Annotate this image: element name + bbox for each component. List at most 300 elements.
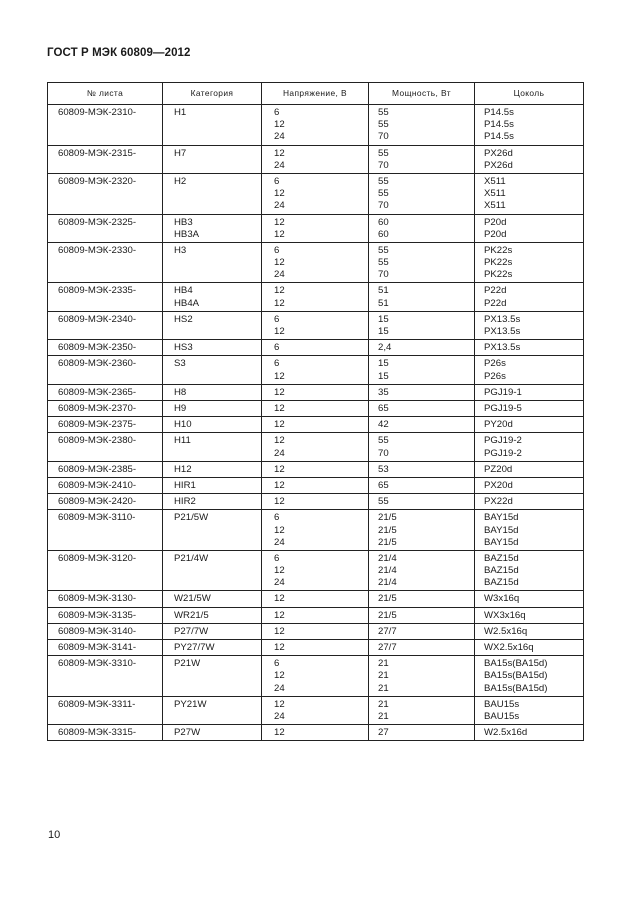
voltage-value: 12 [274,419,285,431]
base-cell [475,623,584,639]
category-cell [163,214,262,242]
sheet-number-cell: 60809-МЭК-3135- [48,607,163,623]
power-cell [369,696,475,724]
category-cell [163,400,262,416]
power-value: 21/4 [378,552,397,564]
voltage-value: 6 [274,512,280,524]
base-value: PX13.5s [484,313,521,325]
table-row [48,510,584,551]
base-value: BAZ15d [484,577,519,589]
sheet-number-cell: 60809-МЭК-3311- [48,696,163,724]
power-value: 21/4 [378,577,397,589]
voltage-cell [262,105,369,146]
table-body [48,105,584,741]
base-cell [475,417,584,433]
base-value: PK22s [484,257,513,269]
category-cell [163,550,262,591]
voltage-value: 12 [274,625,285,637]
base-value: BA15s(BA15d) [484,682,548,694]
base-cell [475,550,584,591]
base-value: PX22d [484,496,513,508]
power-value: 21/5 [378,593,397,605]
sheet-number-cell: 60809-МЭК-3130- [48,591,163,607]
power-value: 55 [378,188,389,200]
voltage-cell [262,640,369,656]
power-value: 35 [378,386,389,398]
power-value: 55 [378,244,389,256]
voltage-value: 12 [274,402,285,414]
category-value: H9 [174,402,187,414]
sheet-number-cell: 60809-МЭК-2310- [48,105,163,146]
power-value: 60 [378,228,389,240]
voltage-cell [262,494,369,510]
voltage-cell [262,461,369,477]
category-value: W21/5W [174,593,211,605]
sheet-number-cell: 60809-МЭК-3141- [48,640,163,656]
voltage-cell [262,214,369,242]
header-sheet-number: № листа [48,83,163,105]
power-cell [369,550,475,591]
voltage-value: 12 [274,257,285,269]
power-cell [369,656,475,697]
base-value: P26s [484,370,506,382]
base-cell [475,494,584,510]
power-cell [369,400,475,416]
voltage-value: 6 [274,175,280,187]
base-value: P20d [484,216,507,228]
category-cell [163,417,262,433]
power-value: 21/5 [378,524,397,536]
category-cell [163,461,262,477]
sheet-number-cell: 60809-МЭК-3110- [48,510,163,551]
power-value: 15 [378,358,389,370]
power-value: 21/5 [378,512,397,524]
voltage-value: 12 [274,228,285,240]
category-value: P21/5W [174,512,209,524]
voltage-cell [262,477,369,493]
base-value: PGJ19-2 [484,435,522,447]
power-cell [369,417,475,433]
category-value: H2 [174,175,187,187]
voltage-cell [262,384,369,400]
table-row [48,656,584,697]
power-value: 55 [378,175,389,187]
power-value: 21 [378,670,389,682]
base-value: PX26d [484,159,513,171]
header-base: Цоколь [475,83,584,105]
base-cell [475,607,584,623]
power-cell [369,356,475,384]
power-value: 15 [378,313,389,325]
sheet-number-cell: 60809-МЭК-3310- [48,656,163,697]
base-value: WX3x16q [484,609,526,621]
sheet-number-cell: 60809-МЭК-2380- [48,433,163,461]
power-value: 21 [378,698,389,710]
base-value: PX13.5s [484,326,521,337]
sheet-number-cell: 60809-МЭК-2375- [48,417,163,433]
voltage-value: 12 [274,386,285,398]
page-number: 10 [48,829,61,841]
power-cell [369,607,475,623]
voltage-value: 24 [274,269,285,281]
voltage-value: 12 [274,147,285,159]
power-value: 21/4 [378,565,397,577]
power-value: 53 [378,463,389,475]
sheet-number-cell: 60809-МЭК-3120- [48,550,163,591]
sheet-number-cell: 60809-МЭК-2420- [48,494,163,510]
power-value: 65 [378,479,389,491]
category-cell [163,623,262,639]
voltage-value: 12 [274,727,285,739]
base-cell [475,656,584,697]
power-cell [369,477,475,493]
sheet-number-cell: 60809-МЭК-2315- [48,145,163,173]
table-row [48,384,584,400]
voltage-cell [262,623,369,639]
category-value: S3 [174,358,186,370]
power-value: 21/5 [378,536,397,548]
voltage-value: 12 [274,216,285,228]
voltage-value: 24 [274,711,285,723]
voltage-value: 12 [274,698,285,710]
base-value: PGJ19-2 [484,447,522,459]
table-row [48,623,584,639]
category-value: HS3 [174,342,193,354]
base-cell [475,461,584,477]
voltage-value: 24 [274,536,285,548]
voltage-cell [262,591,369,607]
base-cell [475,400,584,416]
base-value: X511 [484,188,506,200]
power-value: 55 [378,107,389,118]
base-cell [475,145,584,173]
power-cell [369,242,475,283]
header-category: Категория [163,83,262,105]
table-header-row [48,83,584,105]
voltage-cell [262,510,369,551]
base-value: P14.5s [484,119,514,131]
voltage-cell [262,656,369,697]
sheet-number-cell: 60809-МЭК-2335- [48,283,163,311]
power-value: 21 [378,658,389,670]
table-row [48,591,584,607]
category-cell [163,145,262,173]
category-cell [163,283,262,311]
table-row [48,283,584,311]
sheet-number-cell: 60809-МЭК-2340- [48,311,163,339]
category-value: HIR1 [174,479,196,491]
base-value: P14.5s [484,107,514,118]
sheet-number-cell: 60809-МЭК-2360- [48,356,163,384]
voltage-cell [262,242,369,283]
power-value: 15 [378,370,389,382]
base-value: BA15s(BA15d) [484,670,548,682]
specification-table [47,82,584,741]
voltage-value: 24 [274,131,285,143]
category-value: H1 [174,107,187,118]
voltage-cell [262,400,369,416]
base-value: W2.5x16q [484,625,528,637]
table-row [48,461,584,477]
voltage-value: 12 [274,479,285,491]
category-value: H3 [174,244,187,256]
power-cell [369,640,475,656]
document-title: ГОСТ Р МЭК 60809—2012 [47,47,191,59]
power-cell [369,623,475,639]
base-value: PX13.5s [484,342,521,354]
power-value: 42 [378,419,389,431]
power-value: 27/7 [378,642,397,654]
category-value: H12 [174,463,192,475]
base-cell [475,510,584,551]
category-value: H11 [174,435,191,447]
power-cell [369,145,475,173]
voltage-value: 12 [274,609,285,621]
base-cell [475,640,584,656]
base-value: P20d [484,228,507,240]
power-value: 70 [378,200,389,212]
base-value: W2.5x16d [484,727,528,739]
category-value: P27/7W [174,625,209,637]
base-value: P22d [484,285,507,297]
power-cell [369,173,475,214]
base-cell [475,173,584,214]
category-cell [163,173,262,214]
base-cell [475,340,584,356]
power-value: 15 [378,326,389,337]
voltage-value: 12 [274,370,285,382]
category-cell [163,356,262,384]
base-value: BA15s(BA15d) [484,658,548,670]
base-cell [475,356,584,384]
voltage-cell [262,550,369,591]
category-cell [163,311,262,339]
voltage-value: 24 [274,577,285,589]
category-cell [163,384,262,400]
voltage-cell [262,433,369,461]
sheet-number-cell: 60809-МЭК-2410- [48,477,163,493]
base-value: X511 [484,175,506,187]
category-cell [163,696,262,724]
category-value: H10 [174,419,192,431]
voltage-value: 12 [274,285,285,297]
power-cell [369,591,475,607]
category-cell [163,477,262,493]
power-value: 21/5 [378,609,397,621]
voltage-cell [262,356,369,384]
sheet-number-cell: 60809-МЭК-2330- [48,242,163,283]
base-value: W3x16q [484,593,520,605]
power-value: 70 [378,447,389,459]
power-cell [369,433,475,461]
voltage-value: 24 [274,159,285,171]
base-cell [475,283,584,311]
base-value: PGJ19-5 [484,402,522,414]
base-value: BAU15s [484,698,520,710]
power-value: 70 [378,269,389,281]
voltage-cell [262,173,369,214]
voltage-value: 12 [274,496,285,508]
voltage-value: 12 [274,642,285,654]
voltage-value: 24 [274,200,285,212]
base-value: PGJ19-1 [484,386,522,398]
power-value: 55 [378,435,389,447]
table-row [48,477,584,493]
sheet-number-cell: 60809-МЭК-2350- [48,340,163,356]
category-value: HIR2 [174,496,196,508]
category-cell [163,607,262,623]
voltage-cell [262,283,369,311]
power-value: 51 [378,285,389,297]
power-value: 65 [378,402,389,414]
power-value: 55 [378,147,389,159]
power-value: 21 [378,682,389,694]
base-value: PX26d [484,147,513,159]
sheet-number-cell: 60809-МЭК-3315- [48,725,163,741]
power-value: 70 [378,159,389,171]
voltage-value: 6 [274,358,280,370]
category-value: HB4 [174,285,193,297]
base-value: PX20d [484,479,513,491]
voltage-value: 24 [274,682,285,694]
base-value: X511 [484,200,506,212]
power-cell [369,311,475,339]
voltage-value: 6 [274,658,280,670]
category-value: H7 [174,147,187,159]
category-cell [163,640,262,656]
voltage-value: 6 [274,313,280,325]
sheet-number-cell: 60809-МЭК-2320- [48,173,163,214]
sheet-number-cell: 60809-МЭК-2325- [48,214,163,242]
voltage-value: 12 [274,435,285,447]
sheet-number-cell: 60809-МЭК-2385- [48,461,163,477]
base-value: PY20d [484,419,513,431]
category-value: P21/4W [174,552,209,564]
category-value: P21W [174,658,201,670]
table-row [48,696,584,724]
voltage-value: 12 [274,188,285,200]
table-row [48,242,584,283]
base-value: BAZ15d [484,552,519,564]
sheet-number-cell: 60809-МЭК-2370- [48,400,163,416]
table-row [48,725,584,741]
base-cell [475,433,584,461]
category-value: HS2 [174,313,193,325]
power-value: 60 [378,216,389,228]
table-row [48,311,584,339]
power-cell [369,214,475,242]
voltage-cell [262,311,369,339]
sheet-number-cell: 60809-МЭК-3140- [48,623,163,639]
base-value: P14.5s [484,131,514,143]
power-cell [369,461,475,477]
voltage-value: 6 [274,342,280,354]
category-value: PY27/7W [174,642,215,654]
table-row [48,433,584,461]
sheet-number-cell: 60809-МЭК-2365- [48,384,163,400]
voltage-cell [262,417,369,433]
table-row [48,356,584,384]
base-cell [475,384,584,400]
table-row [48,640,584,656]
base-cell [475,214,584,242]
voltage-value: 12 [274,670,285,682]
category-cell [163,433,262,461]
power-value: 51 [378,297,389,309]
power-cell [369,384,475,400]
base-value: BAU15s [484,711,520,723]
voltage-cell [262,725,369,741]
voltage-cell [262,340,369,356]
power-cell [369,725,475,741]
category-value: HB4A [174,297,200,309]
base-cell [475,242,584,283]
base-cell [475,477,584,493]
power-value: 70 [378,131,389,143]
header-voltage: Напряжение, В [262,83,369,105]
category-value: HB3 [174,216,193,228]
table-row [48,105,584,146]
voltage-cell [262,607,369,623]
base-value: BAY15d [484,536,519,548]
voltage-value: 12 [274,565,285,577]
power-cell [369,494,475,510]
voltage-value: 6 [274,107,280,118]
base-value: P26s [484,358,506,370]
table-row [48,400,584,416]
power-value: 27/7 [378,625,397,637]
power-value: 55 [378,496,389,508]
base-value: BAY15d [484,512,519,524]
base-cell [475,591,584,607]
base-cell [475,311,584,339]
category-cell [163,494,262,510]
category-cell [163,725,262,741]
base-cell [475,696,584,724]
voltage-value: 12 [274,463,285,475]
table-row [48,417,584,433]
voltage-value: 6 [274,244,280,256]
voltage-value: 12 [274,524,285,536]
voltage-value: 12 [274,297,285,309]
table-row [48,173,584,214]
category-value: HB3A [174,228,200,240]
table-row [48,340,584,356]
power-value: 55 [378,257,389,269]
base-value: BAZ15d [484,565,519,577]
power-cell [369,283,475,311]
category-cell [163,591,262,607]
category-value: PY21W [174,698,207,710]
category-cell [163,510,262,551]
voltage-value: 6 [274,552,280,564]
header-power: Мощность, Вт [369,83,475,105]
base-value: P22d [484,297,507,309]
voltage-value: 12 [274,119,285,131]
base-value: PK22s [484,244,513,256]
category-value: H8 [174,386,187,398]
table-row [48,494,584,510]
category-value: P27W [174,727,201,739]
voltage-value: 12 [274,326,285,337]
power-cell [369,510,475,551]
table-row [48,607,584,623]
base-cell [475,105,584,146]
base-value: PZ20d [484,463,513,475]
voltage-cell [262,696,369,724]
voltage-value: 12 [274,593,285,605]
voltage-value: 24 [274,447,285,459]
